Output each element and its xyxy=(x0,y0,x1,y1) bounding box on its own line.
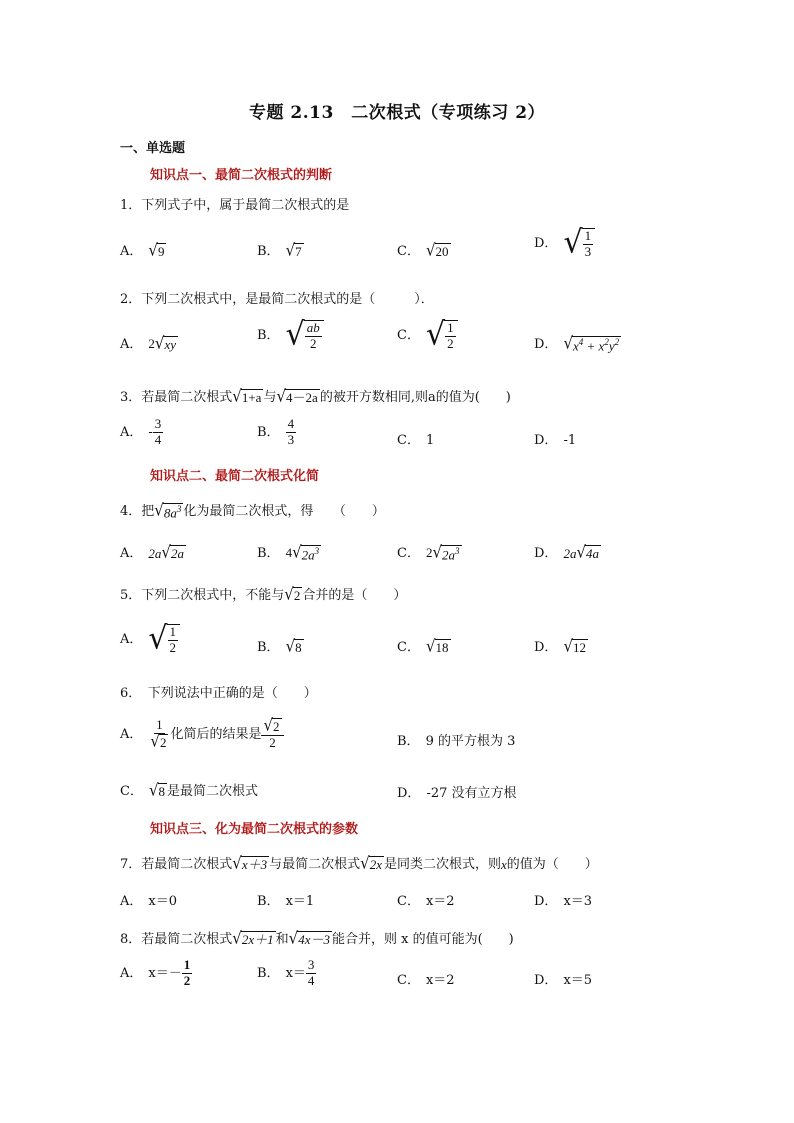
q5-option-d[interactable]: D． √ 12 xyxy=(534,636,586,656)
question-8-stem: 8．若最简二次根式 √ 2x＋1 和 √ 4x－3 能合并，则 x 的值可能为( ) xyxy=(120,928,514,948)
q6-option-c[interactable]: C． √ 8 是最简二次根式 xyxy=(120,780,259,800)
page-title: 专题 2.13 二次根式（专项练习 2） xyxy=(248,103,546,123)
q3-option-d[interactable]: D． -1 xyxy=(534,433,577,448)
q5-option-b[interactable]: B． √ 8 xyxy=(257,636,302,656)
q2-option-a[interactable]: A． 2 √ xy xyxy=(120,333,176,353)
q8-option-c[interactable]: C． x＝2 xyxy=(397,973,455,988)
question-3-stem: 3．若最简二次根式 √ 1+a 与 √ 4－2a 的被开方数相同,则a的值为( ) xyxy=(120,386,511,406)
q1-option-c[interactable]: C． √ 20 xyxy=(397,240,449,260)
q6-option-b[interactable]: B． 9 的平方根为 3 xyxy=(397,734,516,749)
q4-a-expr: 2a xyxy=(148,545,162,561)
q7-option-a[interactable]: A． x＝0 xyxy=(120,894,177,909)
q2-option-b[interactable]: B． √ $\frac{ab}{2}$ xyxy=(257,320,324,352)
q2-d-radicand: $x^4 + x^2y^2$ xyxy=(573,336,620,353)
question-2-stem: 2．下列二次根式中，是最简二次根式的是（ ）． xyxy=(120,292,434,307)
q3-option-c[interactable]: C． 1 xyxy=(397,433,435,448)
q1-option-d[interactable]: D． √ $\frac{1}{3}$ xyxy=(534,228,595,260)
question-7-stem: 7．若最简二次根式 √ x＋3 与最简二次根式 √ 2x 是同类二次根式，则x的值为（ ） xyxy=(120,853,598,873)
question-1-stem: 1．下列式子中，属于最简二次根式的是 xyxy=(120,198,350,213)
question-6-stem: 6． 下列说法中正确的是（ ） xyxy=(120,686,317,701)
knowledge-point-2: 知识点二、最简二次根式化简 xyxy=(150,469,320,484)
q3-option-b[interactable]: B． $\frac{4}{3}$ xyxy=(257,416,295,447)
knowledge-point-3: 知识点三、化为最简二次根式的参数 xyxy=(150,822,359,837)
q5-option-c[interactable]: C． √ 18 xyxy=(397,636,449,656)
q1-option-a[interactable]: A． √ 9 xyxy=(120,240,165,260)
q8-option-b[interactable]: B． x＝ $\frac{3}{4}$ xyxy=(257,957,315,988)
q7-option-c[interactable]: C． x＝2 xyxy=(397,894,455,909)
q4-option-a[interactable]: A． 2a √ 2a xyxy=(120,542,184,562)
q6-option-d[interactable]: D． -27 没有立方根 xyxy=(397,786,517,801)
q4-option-b[interactable]: B． 4 √ $2a^3$ xyxy=(257,541,320,562)
section-heading: 一、单选题 xyxy=(120,141,186,156)
q7-option-b[interactable]: B． x＝1 xyxy=(257,894,315,909)
q4-option-c[interactable]: C． 2 √ $2a^3$ xyxy=(397,541,460,562)
q4-radicand: $8a^3$ xyxy=(163,503,182,520)
q4-option-d[interactable]: D． 2a √ 4a xyxy=(534,542,599,562)
q8-option-a[interactable]: A． x＝－ $\frac{1}{2}$ xyxy=(120,957,191,988)
q3-option-a[interactable]: A． - $\frac{3}{4}$ xyxy=(120,416,162,447)
knowledge-point-1: 知识点一、最简二次根式的判断 xyxy=(150,168,333,183)
question-4-stem: 4．把 √ $8a^3$ 化为最简二次根式，得 （ ） xyxy=(120,499,385,520)
q1-option-b[interactable]: B． √ 7 xyxy=(257,240,302,260)
q8-option-d[interactable]: D． x＝5 xyxy=(534,973,593,988)
q6-option-a[interactable]: A． 1 √ 2 化简后的结果是 √ 2 2 xyxy=(120,718,284,751)
question-5-stem: 5．下列二次根式中，不能与 √ 2 合并的是（ ） xyxy=(120,584,407,604)
q2-option-c[interactable]: C． √ $\frac{1}{2}$ xyxy=(397,320,458,352)
q7-option-d[interactable]: D． x＝3 xyxy=(534,894,593,909)
q5-option-a[interactable]: A． √ $\frac{1}{2}$ xyxy=(120,624,180,656)
q2-option-d[interactable]: D． √ $x^4 + x^2y^2$ xyxy=(534,332,620,353)
